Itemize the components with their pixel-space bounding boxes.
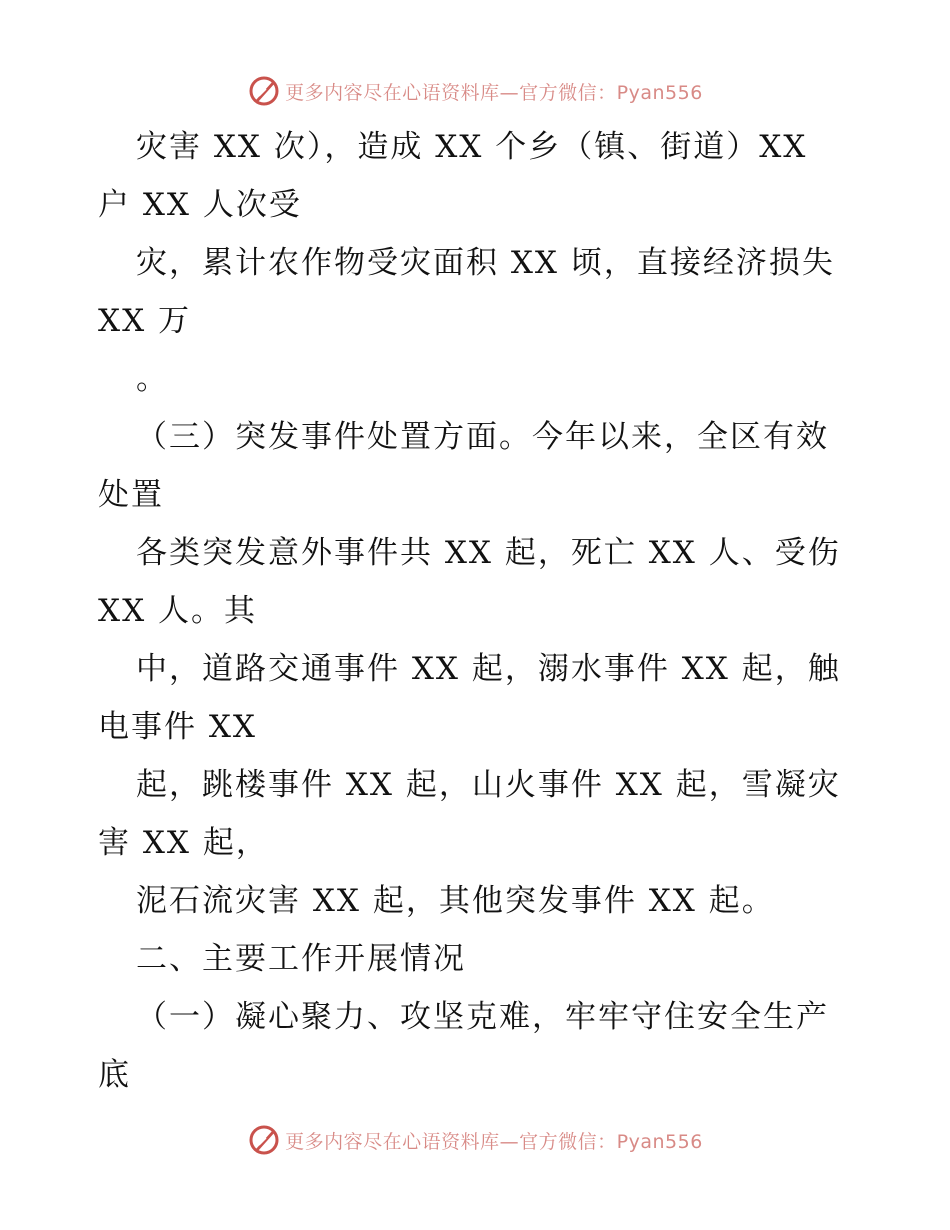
paragraph-line: 灾，累计农作物受灾面积 XX 顷，直接经济损失 — [136, 245, 835, 281]
document-body — [98, 118, 858, 1104]
paragraph-line: 处置 — [98, 477, 164, 513]
quill-pen-logo-icon — [247, 1123, 281, 1157]
watermark-text: 更多内容尽在心语资料库—官方微信：Pyan556 — [285, 81, 703, 104]
paragraph-line: 电事件 XX — [98, 709, 257, 745]
paragraph-line: 。 — [136, 361, 169, 397]
paragraph-line: 害 XX 起， — [98, 825, 269, 861]
paragraph-line: 各类突发意外事件共 XX 起，死亡 XX 人、受伤 — [136, 535, 841, 571]
paragraph-line: 起，跳楼事件 XX 起，山火事件 XX 起，雪凝灾 — [136, 767, 841, 803]
paragraph-line: 底 — [98, 1057, 131, 1093]
paragraph-line: 中，道路交通事件 XX 起，溺水事件 XX 起，触 — [136, 651, 841, 687]
paragraph-line: XX 万 — [98, 303, 191, 339]
section-heading: 二、主要工作开展情况 — [136, 941, 466, 977]
watermark-text: 更多内容尽在心语资料库—官方微信：Pyan556 — [285, 1130, 703, 1153]
header-watermark-banner — [0, 71, 950, 111]
paragraph-line: XX 人。其 — [98, 593, 257, 629]
paragraph-line: （三）突发事件处置方面。今年以来，全区有效 — [136, 419, 829, 455]
subsection-heading: （一）凝心聚力、攻坚克难，牢牢守住安全生产 — [136, 999, 829, 1035]
paragraph-line: 户 XX 人次受 — [98, 187, 302, 223]
quill-pen-logo-icon — [247, 74, 281, 108]
footer-watermark-banner — [0, 1120, 950, 1160]
paragraph-line: 灾害 XX 次），造成 XX 个乡（镇、街道）XX — [136, 129, 808, 165]
paragraph-line: 泥石流灾害 XX 起，其他突发事件 XX 起。 — [136, 883, 775, 919]
